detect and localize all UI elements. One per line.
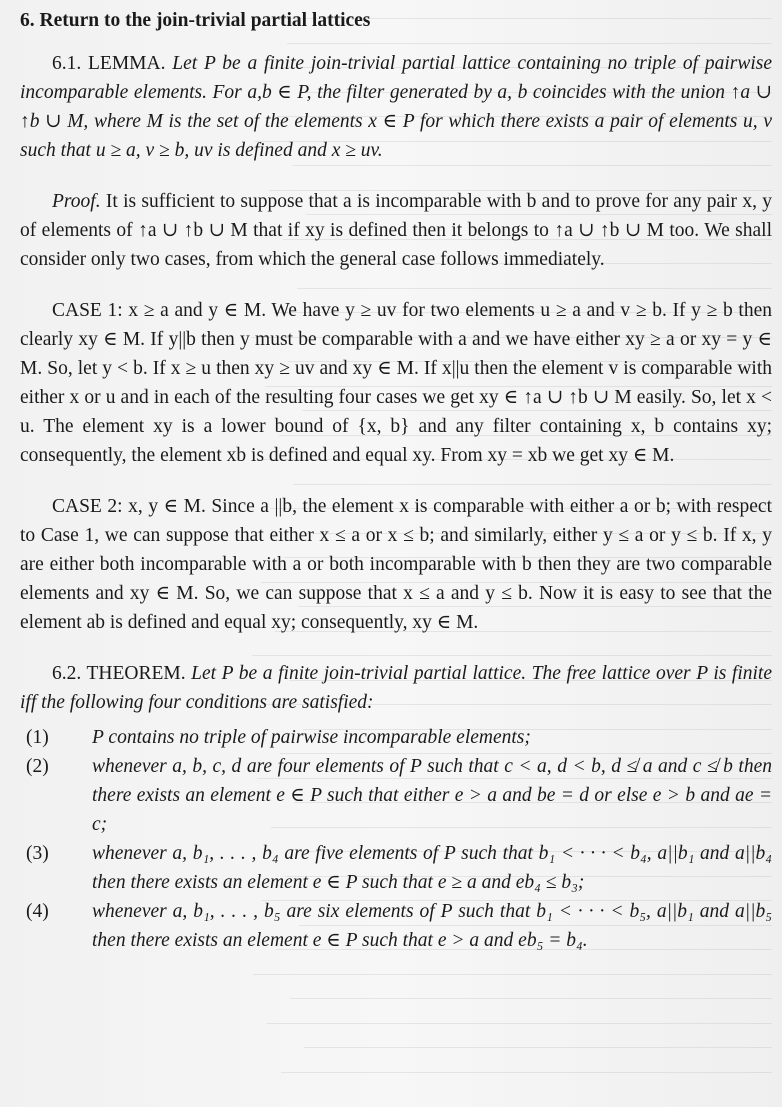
condition-item bbox=[20, 752, 772, 839]
lemma-label: 6.1. LEMMA. bbox=[52, 53, 166, 74]
case1-paragraph: CASE 1: x ≥ a and y ∈ M. We have y ≥ uv for two elements u ≥ a and v ≥ b. If y ≥ b then clearly xy ∈ M. If y||b then y must be comparable with a and we have either xy ≥ a or xy = y ∈ M. So, let y < b. If x ≥ u then xy ≥ uv and xy ∈ M. If x||u then the element v is comparable with either x or u and in each of the resulting four cases we get xy ∈ ↑a ∪ ↑b ∪ M easily. So, let x < u. The element xy is a lower bound of {x, b} and any filter containing x, b contains xy; consequently, the element xb is defined and equal xy. From xy = xb we get xy ∈ M. bbox=[20, 300, 772, 466]
lemma-text: Let P be a finite join-trivial partial lattice containing no triple of pairwise incomparable elements. For a,b ∈ P, the filter generated by a, b coincides with the union ↑a ∪ ↑b ∪ M, where M is the set of the elements x ∈ P for which there exists a pair of elements u, v such that u ≥ a, v ≥ b, uv is defined and x ≥ uv. bbox=[20, 53, 773, 161]
proof-text: It is sufficient to suppose that a is incomparable with b and to prove for any pair x, y of elements of ↑a ∪ ↑b ∪ M that if xy is defined then it belongs to ↑a ∪ ↑b ∪ M too. We shall consider only two cases, from which the general case follows immediately. bbox=[20, 191, 773, 270]
condition-item bbox=[20, 897, 772, 955]
theorem-paragraph bbox=[20, 659, 772, 717]
condition-text: P contains no triple of pairwise incomparable elements; bbox=[92, 727, 531, 748]
condition-item bbox=[20, 723, 772, 752]
condition-list bbox=[20, 723, 772, 955]
condition-text: whenever a, b, c, d are four elements of P such that c < a, d < b, d ≰ a and c ≰ b then there exists an element e ∈ P such that either e > a and be = d or else e > b and ae = c; bbox=[92, 756, 772, 835]
section-heading: 6. Return to the join-trivial partial lattices bbox=[20, 10, 371, 31]
condition-text: whenever a, b₁, . . . , b₅ are six elements of P such that b₁ < · · · < b₅, a||b₁ and a||b₅ then there exists an element e ∈ P such that e > a and eb₅ = b₄. bbox=[92, 901, 772, 951]
condition-number: (4) bbox=[26, 901, 49, 922]
proof-paragraph bbox=[20, 187, 772, 274]
theorem-text: Let P be a finite join-trivial partial lattice. The free lattice over P is finite iff the following four conditions are satisfied: bbox=[20, 663, 772, 713]
theorem-label: 6.2. THEOREM. bbox=[52, 663, 186, 684]
bleed-through-line bbox=[304, 1047, 772, 1048]
bleed-through-line bbox=[253, 974, 772, 975]
condition-text: whenever a, b₁, . . . , b₄ are five elements of P such that b₁ < · · · < b₄, a||b₁ and a||b₄ then there exists an element e ∈ P such that e ≥ a and eb₄ ≤ b₃; bbox=[92, 843, 772, 893]
bleed-through-line bbox=[281, 1072, 772, 1073]
bleed-through-line bbox=[267, 1023, 772, 1024]
condition-number: (1) bbox=[26, 727, 49, 748]
case2-paragraph: CASE 2: x, y ∈ M. Since a ||b, the element x is comparable with either a or b; with respect to Case 1, we can suppose that either x ≤ a or x ≤ b; and similarly, either y ≤ a or y ≤ b. If x, y are either both incomparable with a or both incomparable with b then they are two comparable elements and xy ∈ M. So, we can suppose that x ≤ a and y ≤ b. Now it is easy to see that the element ab is defined and equal xy; consequently, xy ∈ M. bbox=[20, 496, 772, 633]
proof-label: Proof. bbox=[52, 191, 101, 212]
condition-number: (3) bbox=[26, 843, 49, 864]
bleed-through-line bbox=[290, 998, 772, 999]
condition-item bbox=[20, 839, 772, 897]
lemma-paragraph bbox=[20, 49, 772, 165]
condition-number: (2) bbox=[26, 756, 49, 777]
page-content bbox=[20, 6, 772, 955]
